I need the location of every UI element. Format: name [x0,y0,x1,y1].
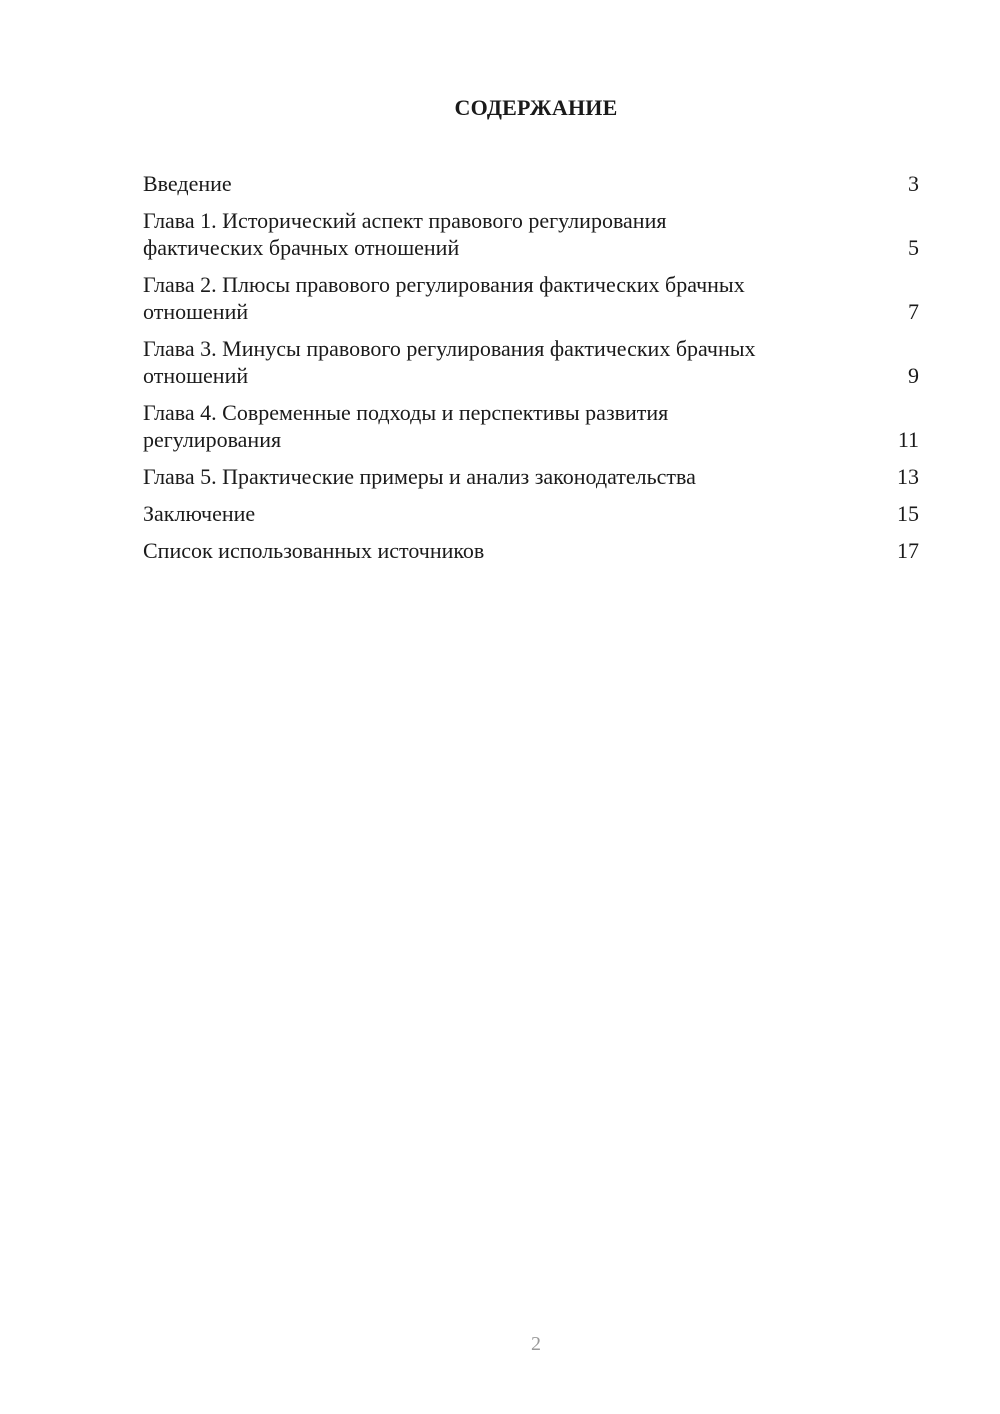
toc-entry-references [143,537,919,564]
toc-entry-chapter-2 [143,271,919,325]
page-number: 2 [531,1333,541,1355]
toc-entry-text: Глава 2. Плюсы правового регулирования фактических брачных отношений [143,272,745,324]
toc-entry-text: Глава 5. Практические примеры и анализ законодательства [143,464,696,489]
toc-entry-chapter-5 [143,463,919,490]
toc-entry-chapter-4 [143,399,919,453]
toc-entry-text: Глава 3. Минусы правового регулирования фактических брачных отношений [143,336,756,388]
toc-entry-chapter-1 [143,207,919,261]
table-of-contents [143,170,919,574]
toc-entry-page: 9 [908,363,919,388]
toc-entry-text: Список использованных источников [143,538,485,563]
toc-entry-introduction [143,170,919,197]
toc-entry-text: Заключение [143,501,256,526]
toc-entry-page: 5 [908,235,919,260]
toc-entry-text: Глава 4. Современные подходы и перспективы развития регулирования [143,400,669,452]
toc-entry-text: Глава 1. Исторический аспект правового регулирования фактических брачных отношений [143,208,667,260]
toc-entry-page: 15 [897,501,919,526]
toc-entry-page: 13 [897,464,919,489]
toc-title: СОДЕРЖАНИЕ [454,95,618,120]
toc-entry-page: 3 [908,171,919,196]
toc-entry-chapter-3 [143,335,919,389]
toc-entry-page: 7 [908,299,919,324]
toc-entry-page: 11 [897,427,919,452]
toc-entry-page: 17 [897,538,919,563]
toc-entry-text: Введение [143,171,232,196]
toc-entry-conclusion [143,500,919,527]
